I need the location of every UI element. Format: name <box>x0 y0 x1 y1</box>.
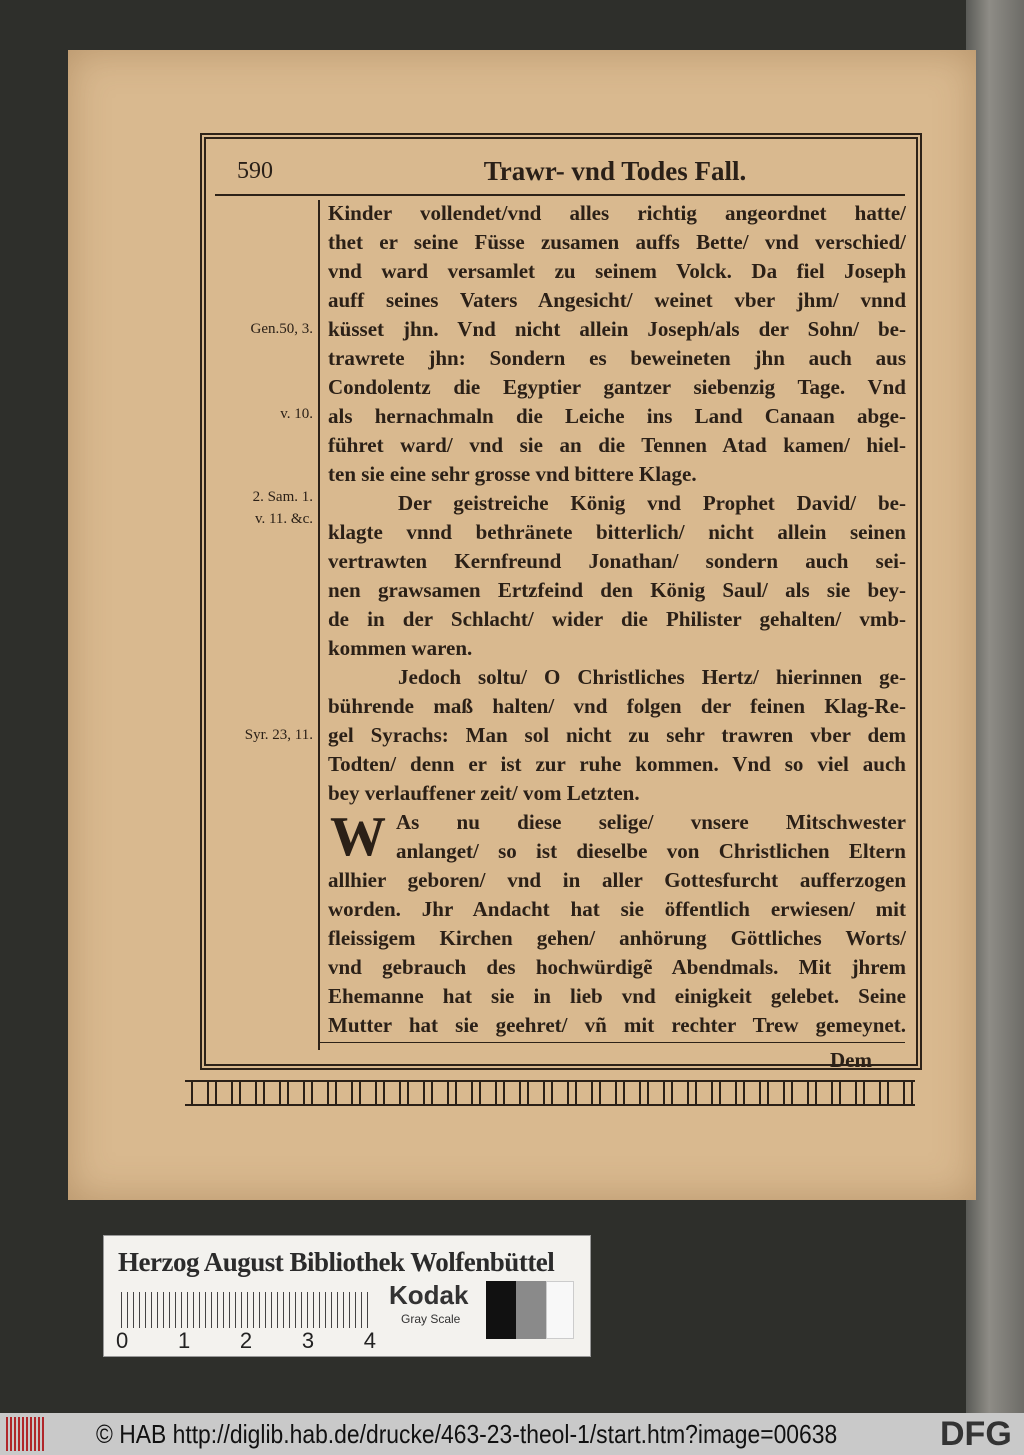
bottom-rule <box>318 1042 905 1043</box>
margin-note: v. 10. <box>280 406 313 422</box>
dfg-logo: DFG <box>940 1415 1012 1453</box>
text-line: auff seines Vaters Angesicht/ weinet vber jhm/ vnnd <box>328 288 906 312</box>
margin-note: 2. Sam. 1. <box>252 489 313 505</box>
kodak-brand: Kodak <box>389 1280 469 1310</box>
text-line: Kinder vollendet/vnd alles richtig angeordnet hatte/ <box>328 201 906 225</box>
ruler-numbers <box>116 1328 376 1354</box>
drop-cap: W <box>330 809 386 865</box>
header-rule <box>215 194 905 196</box>
text-line: vnd ward versamlet zu seinem Volck. Da fiel Joseph <box>328 259 906 283</box>
margin-column-rule <box>318 200 320 1050</box>
text-line: vertrawten Kernfreund Jonathan/ sondern auch sei- <box>328 549 906 573</box>
text-line: ten sie eine sehr grosse vnd bittere Klage. <box>328 462 697 486</box>
swatch-white <box>546 1281 574 1339</box>
ruler-number: 1 <box>177 1328 191 1353</box>
page-number: 590 <box>237 158 273 184</box>
text-line: Mutter hat sie geehret/ vñ mit rechter Trew gemeynet. <box>328 1013 906 1037</box>
text-line: bey verlauffener zeit/ vom Letzten. <box>328 781 640 805</box>
ruler-number: 4 <box>363 1328 376 1353</box>
copyright-url[interactable]: © HAB http://diglib.hab.de/drucke/463-23-theol-1/start.htm?image=00638 <box>96 1419 838 1449</box>
text-line: trawrete jhn: Sondern es beweineten jhn auch aus <box>328 346 906 370</box>
footer-bar <box>0 1413 1024 1455</box>
ruler-number: 0 <box>116 1328 129 1353</box>
text-line: worden. Jhr Andacht hat sie öffentlich erwiesen/ mit <box>328 897 906 921</box>
text-line: vnd gebrauch des hochwürdigẽ Abendmals. Mit jhrem <box>328 955 906 979</box>
gray-scale-label: Gray Scale <box>401 1312 461 1326</box>
ruler <box>121 1292 371 1328</box>
text-line: As nu diese selige/ vnsere Mitschwester <box>396 810 906 834</box>
text-line: anlanget/ so ist dieselbe von Christlichen Eltern <box>396 839 906 863</box>
ruler-number: 3 <box>301 1328 315 1353</box>
text-line: thet er seine Füsse zusamen auffs Bette/ vnd verschied/ <box>328 230 906 254</box>
margin-note: Syr. 23, 11. <box>244 727 313 743</box>
text-line: Todten/ denn er ist zur ruhe kommen. Vnd so viel auch <box>328 752 906 776</box>
margin-note: Gen.50, 3. <box>250 321 313 337</box>
ornamental-border <box>185 1080 915 1106</box>
swatch-gray <box>516 1281 546 1339</box>
text-line: Ehemanne hat sie in lieb vnd einigkeit gelebet. Seine <box>328 984 906 1008</box>
library-color-card <box>103 1235 591 1357</box>
running-title: Trawr- vnd Todes Fall. <box>483 156 747 186</box>
text-line: küsset jhn. Vnd nicht allein Joseph/als der Sohn/ be- <box>328 317 906 341</box>
swatch-black <box>486 1281 516 1339</box>
text-line: allhier geboren/ vnd in aller Gottesfurcht aufferzogen <box>328 868 906 892</box>
text-line: de in der Schlacht/ wider die Philister gehalten/ vmb- <box>328 607 906 631</box>
text-line: bührende maß halten/ vnd folgen der feinen Klag-Re- <box>328 694 906 718</box>
ruler-number: 2 <box>239 1328 253 1353</box>
text-line: klagte vnnd bethränete bitterlich/ nicht allein seinen <box>328 520 906 544</box>
text-line: als hernachmaln die Leiche ins Land Canaan abge- <box>328 404 906 428</box>
card-title: Herzog August Bibliothek Wolfenbüttel <box>118 1247 555 1277</box>
text-line: nen grawsamen Ertzfeind den König Saul/ als sie bey- <box>328 578 906 602</box>
text-line: Jedoch soltu/ O Christliches Hertz/ hierinnen ge- <box>398 665 906 689</box>
text-line: Condolentz die Egyptier gantzer siebenzig Tage. Vnd <box>328 375 906 399</box>
text-line: gel Syrachs: Man sol nicht zu sehr trawren vber dem <box>328 723 906 747</box>
catchword: Dem <box>830 1048 872 1072</box>
text-line: kommen waren. <box>328 636 473 660</box>
text-line: fleissigem Kirchen gehen/ anhörung Göttliches Worts/ <box>328 926 906 950</box>
text-line: führet ward/ vnd sie an die Tennen Atad kamen/ hiel- <box>328 433 906 457</box>
text-line: Der geistreiche König vnd Prophet David/ be- <box>398 491 906 515</box>
hab-logo-icon <box>6 1417 46 1451</box>
margin-note: v. 11. &c. <box>254 511 313 527</box>
